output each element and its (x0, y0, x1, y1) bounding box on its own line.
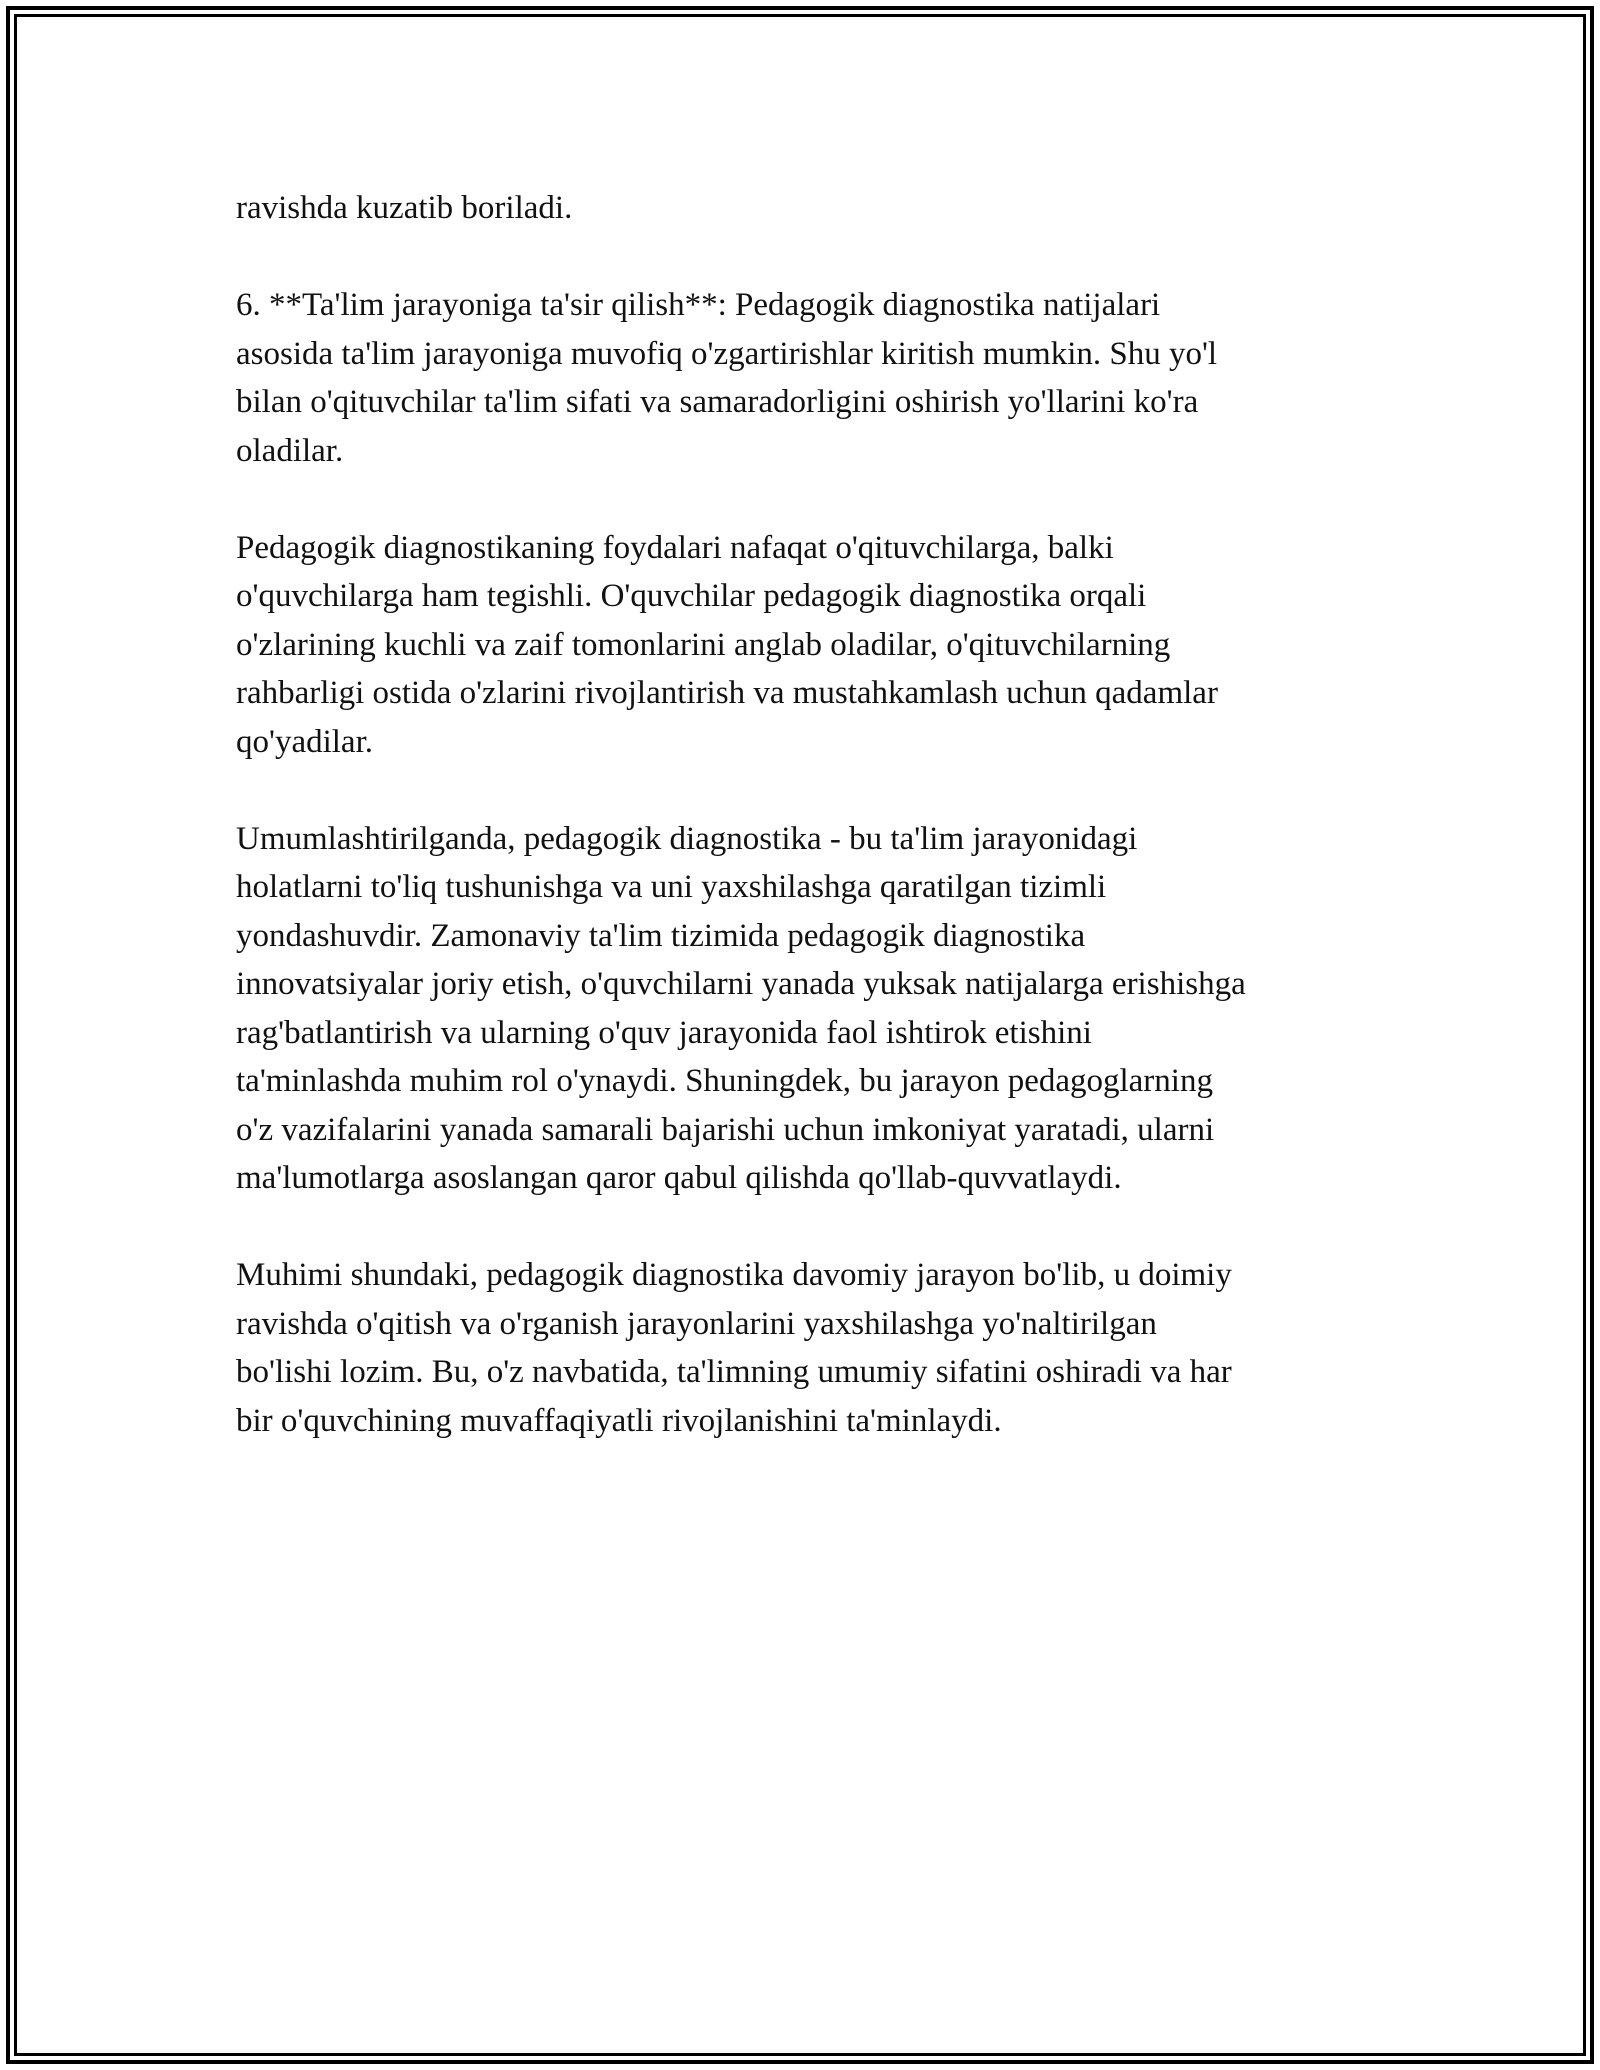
paragraph-conclusion: Muhimi shundaki, pedagogik diagnostika davomiy jarayon bo'lib, u doimiy ravishda o'qitish va o'rganish jarayonlarini yaxshilashga yo'naltirilgan bo'lishi lozim. Bu, o'z navbatida, ta'limning umumiy sifatini oshiradi va har bir o'quvchining muvaffaqiyatli rivojlanishini ta'minlaydi. (236, 1257, 1232, 1439)
document-body (236, 184, 1366, 1494)
paragraph-benefits: Pedagogik diagnostikaning foydalari nafaqat o'qituvchilarga, balki o'quvchilarga ham tegishli. O'quvchilar pedagogik diagnostika orqali o'zlarining kuchli va zaif tomonlarini anglab oladilar, o'qituvchilarning rahbarligi ostida o'zlarini rivojlantirish va mustahkamlash uchun qadamlar qo'yadilar. (236, 529, 1218, 760)
paragraph-summary: Umumlashtirilganda, pedagogik diagnostika - bu ta'lim jarayonidagi holatlarni to'liq tushunishga va uni yaxshilashga qaratilgan tizimli yondashuvdir. Zamonaviy ta'lim tizimida pedagogik diagnostika innovatsiyalar joriy etish, o'quvchilarni yanada yuksak natijalarga erishishga rag'batlantirish va ularning o'quv jarayonida faol ishtirok etishini ta'minlashda muhim rol o'ynaydi. Shuningdek, bu jarayon pedagoglarning o'z vazifalarini yanada samarali bajarishi uchun imkoniyat yaratadi, ularni ma'lumotlarga asoslangan qaror qabul qilishda qo'llab-quvvatlaydi. (236, 820, 1246, 1196)
paragraph-point-6: 6. **Ta'lim jarayoniga ta'sir qilish**: Pedagogik diagnostika natijalari asosida ta'lim jarayoniga muvofiq o'zgartirishlar kiritish mumkin. Shu yo'l bilan o'qituvchilar ta'lim sifati va samaradorligini oshirish yo'llarini ko'ra oladilar. (236, 287, 1218, 469)
paragraph-continuation: ravishda kuzatib boriladi. (236, 190, 573, 226)
